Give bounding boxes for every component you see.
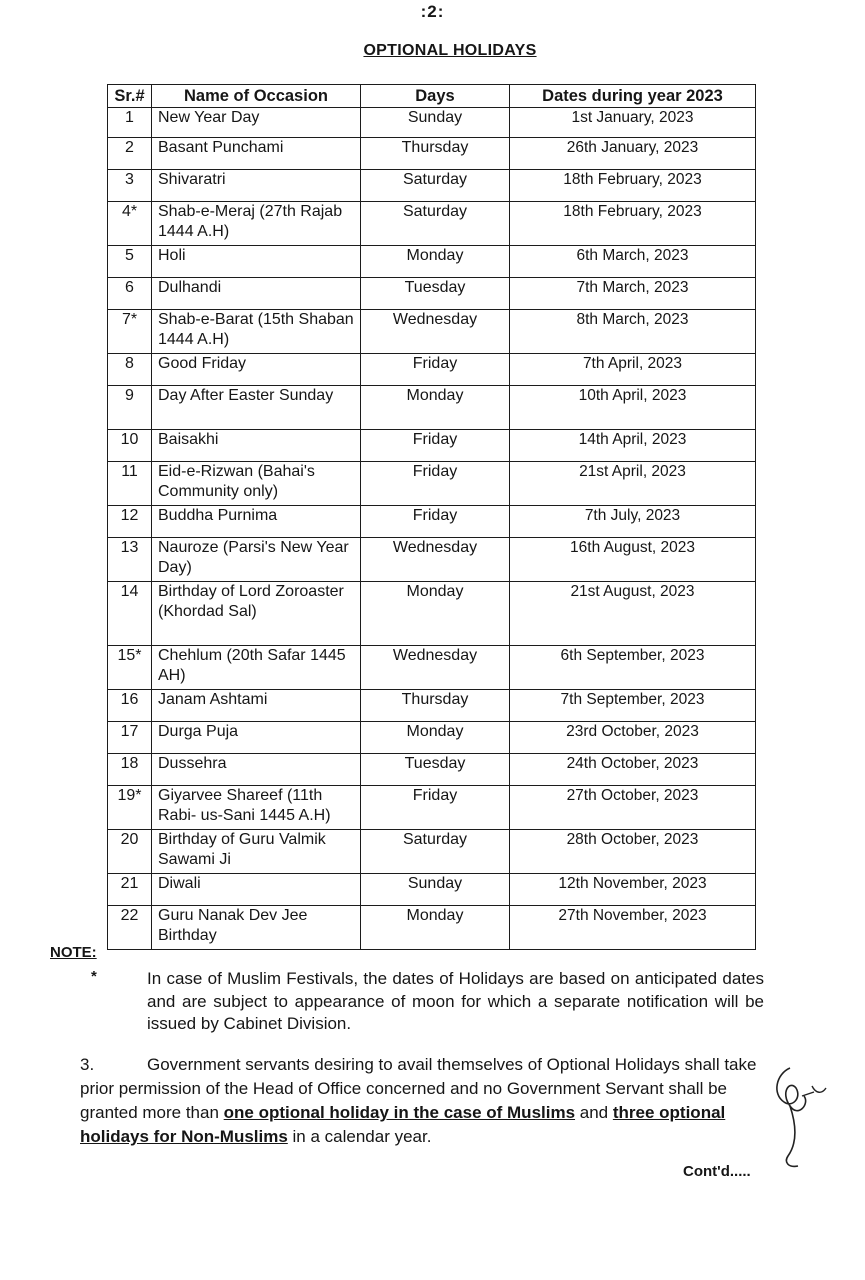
cell-sr: 1 (108, 108, 152, 138)
cell-name: Shab-e-Barat (15th Shaban 1444 A.H) (152, 310, 361, 354)
cell-sr: 16 (108, 690, 152, 722)
table-row (108, 646, 756, 690)
table-row (108, 386, 756, 430)
cell-date: 1st January, 2023 (510, 108, 756, 138)
cell-sr: 12 (108, 506, 152, 538)
header-name: Name of Occasion (152, 85, 361, 108)
cell-name: Dulhandi (152, 278, 361, 310)
cell-date: 14th April, 2023 (510, 430, 756, 462)
cell-sr: 6 (108, 278, 152, 310)
holiday-table (107, 84, 756, 950)
cell-name: Baisakhi (152, 430, 361, 462)
cell-name: Nauroze (Parsi's New Year Day) (152, 538, 361, 582)
table-row (108, 354, 756, 386)
cell-name: Giyarvee Shareef (11th Rabi- us-Sani 1445 A.H) (152, 786, 361, 830)
cell-date: 27th October, 2023 (510, 786, 756, 830)
cell-name: Birthday of Guru Valmik Sawami Ji (152, 830, 361, 874)
cell-name: Chehlum (20th Safar 1445 AH) (152, 646, 361, 690)
cell-sr: 19* (108, 786, 152, 830)
table-row (108, 906, 756, 950)
cell-sr: 3 (108, 170, 152, 202)
paragraph-emphasis-muslims: one optional holiday in the case of Muslims (223, 1103, 576, 1122)
cell-day: Wednesday (361, 646, 510, 690)
cell-sr: 17 (108, 722, 152, 754)
cell-day: Thursday (361, 138, 510, 170)
cell-date: 7th July, 2023 (510, 506, 756, 538)
cell-day: Tuesday (361, 278, 510, 310)
cell-sr: 20 (108, 830, 152, 874)
table-row (108, 138, 756, 170)
table-header-row (108, 85, 756, 108)
cell-name: Guru Nanak Dev Jee Birthday (152, 906, 361, 950)
cell-name: Day After Easter Sunday (152, 386, 361, 430)
cell-day: Friday (361, 354, 510, 386)
table-row (108, 538, 756, 582)
cell-name: Buddha Purnima (152, 506, 361, 538)
cell-day: Sunday (361, 108, 510, 138)
header-dates: Dates during year 2023 (510, 85, 756, 108)
cell-day: Friday (361, 506, 510, 538)
cell-date: 16th August, 2023 (510, 538, 756, 582)
cell-day: Monday (361, 246, 510, 278)
page-number: :2: (420, 2, 445, 21)
cell-name: Basant Punchami (152, 138, 361, 170)
cell-day: Sunday (361, 874, 510, 906)
cell-sr: 10 (108, 430, 152, 462)
cell-name: Good Friday (152, 354, 361, 386)
cell-day: Thursday (361, 690, 510, 722)
cell-date: 18th February, 2023 (510, 202, 756, 246)
cell-day: Friday (361, 786, 510, 830)
cell-date: 8th March, 2023 (510, 310, 756, 354)
table-row (108, 786, 756, 830)
page-title: OPTIONAL HOLIDAYS (363, 42, 537, 59)
cell-day: Monday (361, 582, 510, 646)
cell-day: Monday (361, 906, 510, 950)
table-row (108, 246, 756, 278)
cell-day: Wednesday (361, 310, 510, 354)
table-row (108, 202, 756, 246)
cell-day: Saturday (361, 830, 510, 874)
cell-name: Holi (152, 246, 361, 278)
cell-date: 28th October, 2023 (510, 830, 756, 874)
table-row (108, 754, 756, 786)
note-label: NOTE: (50, 944, 97, 961)
paragraph-3 (80, 1053, 770, 1149)
cell-date: 6th September, 2023 (510, 646, 756, 690)
paragraph-text-2: and (575, 1103, 613, 1122)
cell-sr: 11 (108, 462, 152, 506)
cell-name: Eid-e-Rizwan (Bahai's Community only) (152, 462, 361, 506)
cell-sr: 2 (108, 138, 152, 170)
cell-name: Diwali (152, 874, 361, 906)
paragraph-text-3: in a calendar year. (287, 1127, 432, 1146)
cell-sr: 18 (108, 754, 152, 786)
cell-sr: 4* (108, 202, 152, 246)
cell-sr: 15* (108, 646, 152, 690)
cell-day: Friday (361, 430, 510, 462)
cell-day: Saturday (361, 170, 510, 202)
cell-name: Shab-e-Meraj (27th Rajab 1444 A.H) (152, 202, 361, 246)
cell-day: Saturday (361, 202, 510, 246)
cell-date: 7th March, 2023 (510, 278, 756, 310)
header-sr: Sr.# (108, 85, 152, 108)
cell-date: 12th November, 2023 (510, 874, 756, 906)
cell-name: Durga Puja (152, 722, 361, 754)
cell-date: 6th March, 2023 (510, 246, 756, 278)
header-days: Days (361, 85, 510, 108)
paragraph-text-1: Government servants desiring to avail themselves of Optional Holidays shall take prior permission of the Head of Office concerned and no Government Servant shall be granted more than (80, 1055, 757, 1122)
table-row (108, 506, 756, 538)
cell-sr: 13 (108, 538, 152, 582)
cell-sr: 22 (108, 906, 152, 950)
table-row (108, 170, 756, 202)
note-bullet: * (91, 968, 97, 985)
cell-date: 7th September, 2023 (510, 690, 756, 722)
cell-sr: 21 (108, 874, 152, 906)
table-row (108, 582, 756, 646)
cell-sr: 5 (108, 246, 152, 278)
table-row (108, 722, 756, 754)
cell-day: Wednesday (361, 538, 510, 582)
cell-date: 21st August, 2023 (510, 582, 756, 646)
cell-day: Tuesday (361, 754, 510, 786)
cell-date: 18th February, 2023 (510, 170, 756, 202)
table-row (108, 108, 756, 138)
cell-day: Friday (361, 462, 510, 506)
cell-sr: 9 (108, 386, 152, 430)
cell-sr: 8 (108, 354, 152, 386)
cell-name: Janam Ashtami (152, 690, 361, 722)
cell-sr: 7* (108, 310, 152, 354)
table-row (108, 430, 756, 462)
table-row (108, 690, 756, 722)
paragraph-emphasis-non-muslims: three optional holidays for Non-Muslims (80, 1103, 726, 1146)
table-row (108, 874, 756, 906)
signature-mark (768, 1062, 838, 1172)
cell-name: Dussehra (152, 754, 361, 786)
cell-date: 26th January, 2023 (510, 138, 756, 170)
table-row (108, 830, 756, 874)
cell-date: 21st April, 2023 (510, 462, 756, 506)
cell-date: 23rd October, 2023 (510, 722, 756, 754)
table-row (108, 278, 756, 310)
continued-label: Cont'd..... (683, 1163, 751, 1180)
cell-name: Shivaratri (152, 170, 361, 202)
cell-date: 24th October, 2023 (510, 754, 756, 786)
cell-date: 27th November, 2023 (510, 906, 756, 950)
cell-date: 7th April, 2023 (510, 354, 756, 386)
cell-sr: 14 (108, 582, 152, 646)
cell-date: 10th April, 2023 (510, 386, 756, 430)
cell-name: Birthday of Lord Zoroaster (Khordad Sal) (152, 582, 361, 646)
table-row (108, 310, 756, 354)
cell-name: New Year Day (152, 108, 361, 138)
note-text: In case of Muslim Festivals, the dates of Holidays are based on anticipated dates and are subject to appearance of moon for which a separate notification will be issued by Cabinet Division. (147, 969, 764, 1033)
table-row (108, 462, 756, 506)
cell-day: Monday (361, 386, 510, 430)
paragraph-number: 3. (80, 1055, 95, 1074)
cell-day: Monday (361, 722, 510, 754)
